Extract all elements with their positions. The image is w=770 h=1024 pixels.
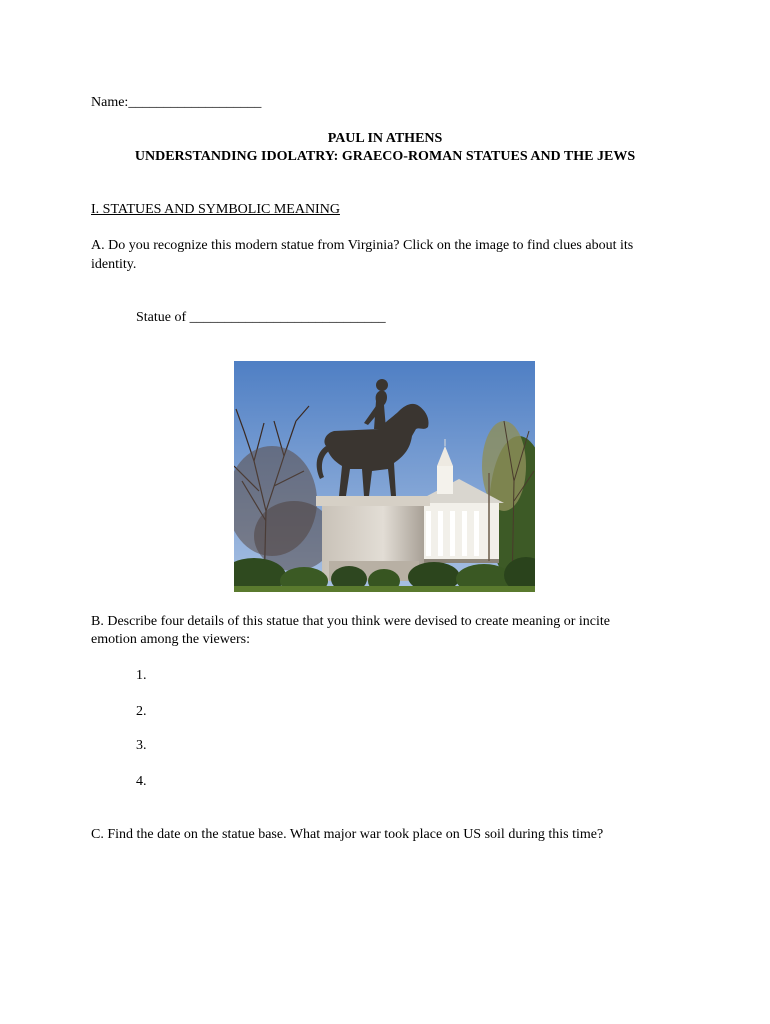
list-item-2: 2. — [136, 704, 147, 719]
title-line-1: PAUL IN ATHENS — [327, 131, 443, 146]
question-b-line-1: B. Describe four details of this statue that you think were devised to create meaning or incite — [91, 614, 611, 629]
statue-photo[interactable] — [234, 361, 535, 592]
statue-of-answer-line[interactable]: Statue of ____________________________ — [136, 310, 386, 325]
question-b-line-2: emotion among the viewers: — [91, 632, 251, 647]
question-c: C. Find the date on the statue base. What major war took place on US soil during this time? — [91, 827, 604, 842]
name-field-line[interactable]: Name:___________________ — [91, 95, 262, 110]
list-item-3: 3. — [136, 738, 147, 753]
list-item-1: 1. — [136, 668, 147, 683]
question-a-line-1: A. Do you recognize this modern statue from Virginia? Click on the image to find clues about its — [91, 238, 634, 253]
title-line-2: UNDERSTANDING IDOLATRY: GRAECO-ROMAN STATUES AND THE JEWS — [134, 149, 636, 164]
list-item-4: 4. — [136, 774, 147, 789]
question-a-line-2: identity. — [91, 257, 137, 272]
section-heading: I. STATUES AND SYMBOLIC MEANING — [91, 202, 340, 217]
